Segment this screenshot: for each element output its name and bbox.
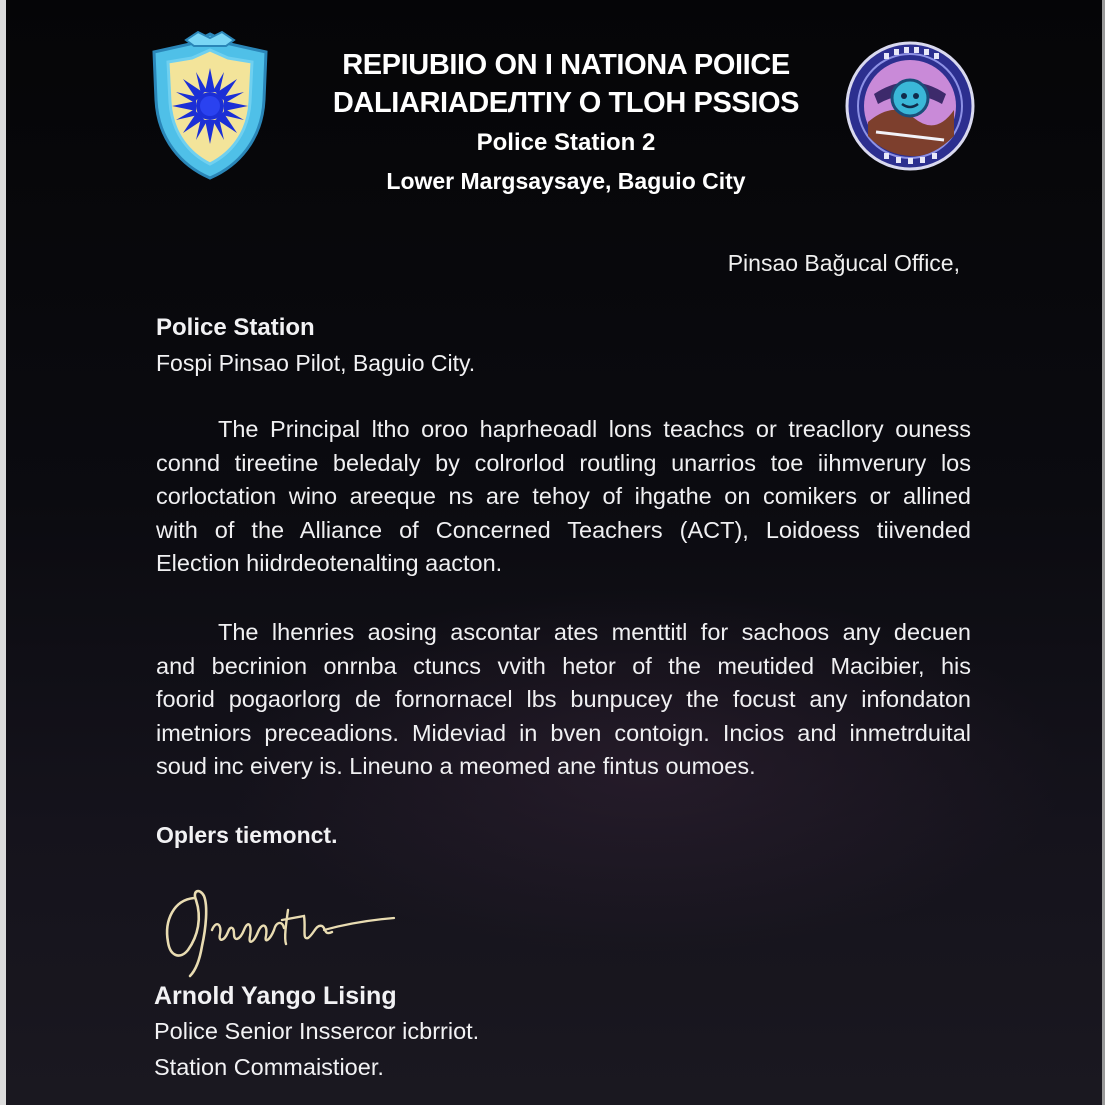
paragraph-line: with of the Alliance of Concerned Teachers (ACT), Loidoess tiivended: [156, 516, 971, 543]
letterhead-line1: REPIUBIIO ON I NATIONA POIICE: [342, 49, 790, 81]
body-paragraph-2: [156, 616, 971, 784]
signer-position: Station Commaistioer.: [154, 1054, 384, 1080]
paragraph-line: imetniors preceadions. Mideviad in bven contoign. Incios and inmetrduital: [156, 719, 971, 746]
paragraph-line: Election hiidrdeotenalting aacton.: [156, 550, 503, 576]
signer-title: Police Senior Inssercor icbrriot.: [154, 1018, 480, 1044]
paragraph-line: foorid pogaorlorg de fornornacel lbs bunpucey the focust any infondaton: [156, 686, 971, 712]
body-paragraph-1: [156, 413, 971, 581]
letterhead: [296, 46, 836, 196]
circular-seal-icon: [844, 40, 976, 172]
sender-office: Pinsao Bağucal Office,: [727, 250, 960, 276]
signer-name: Arnold Yango Lising: [154, 982, 397, 1010]
paragraph-line: The Principal ltho oroo haprheoadl lons teachcs or treacllory ouness: [218, 416, 971, 442]
letterhead-line2: DALIARIADEЛTIY O TLOH PSSIOS: [332, 87, 800, 119]
paragraph-line: connd tireetine beledaly by colrorlod routling unarrios toe iihmverury los: [156, 449, 971, 476]
paragraph-line: soud inc eivery is. Lineuno a meomed ane fintus oumoes.: [156, 753, 756, 779]
police-badge-icon: [146, 30, 274, 182]
paragraph-line: The lhenries aosing ascontar ates menttitl for sachoos any decuen: [218, 619, 971, 645]
station-name: Police Station 2: [476, 129, 656, 156]
paragraph-line: corloctation wino areeque ns are tehoy of ihgathe on comikers or allined: [156, 483, 971, 509]
closing-phrase: Oplers tiemonct.: [156, 822, 338, 848]
recipient-name: Police Station: [156, 314, 315, 341]
handwritten-signature: [156, 880, 406, 980]
paragraph-line: and becrinion onrnba ctuncs vvith hetor of the meutided Macibier, his: [156, 652, 971, 679]
station-location: Lower Margsaysaye, Baguio City: [386, 168, 746, 194]
recipient-address: Fospi Pinsao Pilot, Baguio City.: [156, 350, 476, 376]
